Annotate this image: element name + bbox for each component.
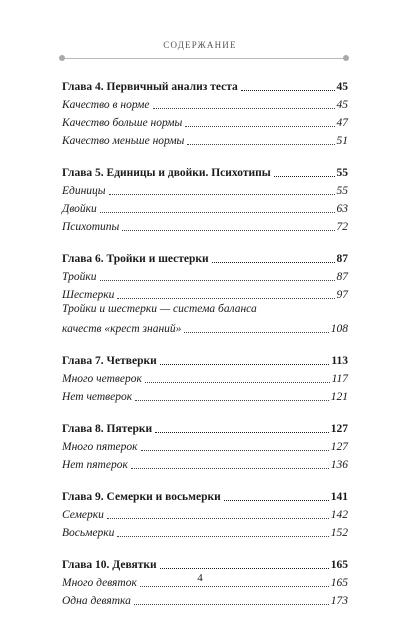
section-page: 45 [336, 99, 348, 111]
section-page: 127 [330, 441, 348, 453]
section-title: Качество меньше нормы [62, 135, 185, 147]
dot-leader [187, 144, 334, 145]
chapter-title: Глава 7. Четверки [62, 355, 157, 367]
toc-chapter [62, 486, 348, 540]
section-entry[interactable] [62, 130, 348, 148]
section-page: 173 [330, 595, 348, 607]
section-entry[interactable] [62, 284, 348, 302]
dot-leader [241, 90, 335, 91]
section-entry[interactable] [62, 386, 348, 404]
dot-leader [109, 194, 335, 195]
section-page: 97 [336, 289, 348, 301]
section-entry[interactable] [62, 198, 348, 216]
section-entry-first-line[interactable]: Тройки и шестерки — система баланса [62, 303, 257, 315]
chapter-title: Глава 9. Семерки и восьмерки [62, 491, 221, 503]
toc-chapter [62, 248, 348, 336]
chapter-page: 165 [330, 559, 348, 571]
section-title: Двойки [62, 203, 97, 215]
section-page: 121 [330, 391, 348, 403]
section-title: Восьмерки [62, 527, 115, 539]
dot-leader [155, 432, 329, 433]
section-page: 152 [330, 527, 348, 539]
dot-leader [134, 604, 329, 605]
section-entry[interactable] [62, 94, 348, 112]
section-page: 108 [330, 323, 348, 335]
section-title: Тройки [62, 271, 97, 283]
section-page: 72 [336, 221, 348, 233]
dot-leader [153, 108, 335, 109]
chapter-entry[interactable] [62, 418, 348, 436]
chapter-entry[interactable] [62, 350, 348, 368]
dot-leader [212, 262, 335, 263]
dot-leader [131, 468, 329, 469]
chapter-entry[interactable] [62, 554, 348, 572]
section-page: 63 [336, 203, 348, 215]
section-title: Одна девятка [62, 595, 131, 607]
section-page: 142 [330, 509, 348, 521]
chapter-entry[interactable] [62, 162, 348, 180]
section-page: 136 [330, 459, 348, 471]
section-title: Нет пятерок [62, 459, 128, 471]
section-title: Психотипы [62, 221, 120, 233]
section-page: 51 [336, 135, 348, 147]
section-entry[interactable] [62, 368, 348, 386]
dot-leader [140, 586, 329, 587]
chapter-title: Глава 4. Первичный анализ теста [62, 81, 238, 93]
section-page: 47 [336, 117, 348, 129]
dot-leader [145, 382, 330, 383]
dot-leader [184, 332, 328, 333]
rule-left-ornament [59, 55, 65, 61]
section-page: 117 [331, 373, 348, 385]
toc-chapter [62, 162, 348, 234]
chapter-title: Глава 6. Тройки и шестерки [62, 253, 209, 265]
section-entry[interactable] [62, 522, 348, 540]
section-page: 55 [336, 185, 348, 197]
section-page: 87 [336, 271, 348, 283]
dot-leader [117, 298, 334, 299]
section-entry[interactable] [62, 454, 348, 472]
section-title: Семерки [62, 509, 104, 521]
section-entry[interactable] [62, 318, 348, 336]
page-number: 4 [197, 572, 203, 584]
section-entry[interactable] [62, 266, 348, 284]
table-of-contents [62, 76, 348, 622]
header-rule [62, 58, 346, 59]
chapter-page: 141 [330, 491, 348, 503]
section-entry[interactable] [62, 590, 348, 608]
section-title: Шестерки [62, 289, 115, 301]
rule-right-ornament [343, 55, 349, 61]
dot-leader [224, 500, 329, 501]
dot-leader [274, 176, 335, 177]
chapter-entry[interactable] [62, 486, 348, 504]
chapter-title: Глава 10. Девятки [62, 559, 157, 571]
chapter-entry[interactable] [62, 248, 348, 266]
dot-leader [122, 230, 334, 231]
toc-chapter [62, 350, 348, 404]
dot-leader [135, 400, 329, 401]
section-title: Качество больше нормы [62, 117, 183, 129]
toc-chapter [62, 76, 348, 148]
section-page: 165 [330, 577, 348, 589]
section-title: Качество в норме [62, 99, 150, 111]
dot-leader [141, 450, 329, 451]
chapter-page: 55 [336, 167, 348, 179]
dot-leader [160, 568, 329, 569]
section-title: Много девяток [62, 577, 137, 589]
dot-leader [117, 536, 328, 537]
dot-leader [100, 212, 335, 213]
dot-leader [107, 518, 329, 519]
section-title: Много четверок [62, 373, 142, 385]
chapter-page: 87 [336, 253, 348, 265]
chapter-page: 127 [330, 423, 348, 435]
dot-leader [185, 126, 334, 127]
toc-chapter [62, 418, 348, 472]
dot-leader [100, 280, 335, 281]
section-entry[interactable] [62, 112, 348, 130]
section-entry[interactable] [62, 180, 348, 198]
chapter-entry[interactable] [62, 76, 348, 94]
dot-leader [160, 364, 330, 365]
section-entry[interactable] [62, 504, 348, 522]
running-head: СОДЕРЖАНИЕ [163, 40, 237, 50]
section-entry[interactable] [62, 436, 348, 454]
section-title: Единицы [62, 185, 106, 197]
section-title: Много пятерок [62, 441, 138, 453]
section-title: Нет четверок [62, 391, 133, 403]
section-title: качеств «крест знаний» [62, 323, 182, 335]
chapter-title: Глава 5. Единицы и двойки. Психотипы [62, 167, 271, 179]
chapter-page: 45 [336, 81, 348, 93]
section-entry[interactable] [62, 216, 348, 234]
chapter-page: 113 [331, 355, 348, 367]
chapter-title: Глава 8. Пятерки [62, 423, 153, 435]
